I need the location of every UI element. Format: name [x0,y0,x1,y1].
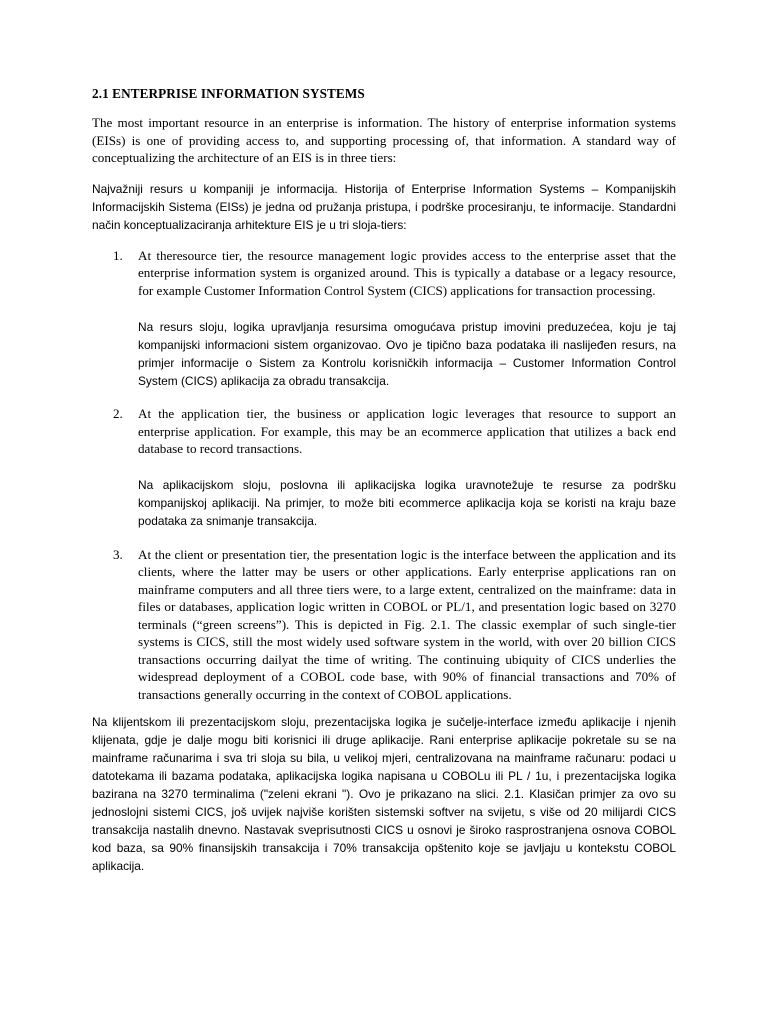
section-heading: 2.1 ENTERPRISE INFORMATION SYSTEMS [92,86,365,101]
list-item-text-bosnian: Na aplikacijskom sloju, poslovna ili aplikacijska logika uravnotežuje te resurse za podršku kompanijskoj aplikaciji. Na primjer, to može biti ecommerce aplikacija koja se koristi na kraju baze podataka za snimanje transakcija. [138,477,676,528]
list-item-application-tier [92,405,676,530]
list-item-resource-tier [92,247,676,391]
closing-paragraph-bosnian: Na klijentskom ili prezentacijskom sloju, prezentacijska logika je sučelje-interface između aplikacije i njenih klijenata, gdje je dalje mogu biti korisnici ili druge aplikacije. Rani enterprise aplikacije pokretale su se na mainframe računarima i sva tri sloja su bila, u velikoj mjeri, centralizovana na mainframe računaru: podaci u datotekama ili bazama podataka, aplikacijska logika napisana u COBOLu ili PL / 1u, i prezentacijska logika bazirana na 3270 terminalima ("zeleni ekrani "). Ovo je prikazano na slici. 2.1. Klasičan primjer za ovo su jednoslojni sistemi CICS, još uvijek najviše korišten sistemski softver na svijetu, s više od 20 milijardi CICS transakcija nastalih dnevno. Nastavak sveprisutnosti CICS u osnovi je široko rasprostranjena osnova COBOL kod baza, sa 90% finansijskih transakcija i 70% transakcija opštenito koje se javljaju u kontekstu COBOL aplikacija. [92,715,676,873]
intro-paragraph-english: The most important resource in an enterprise is information. The history of enterprise information systems (EISs) is one of providing access to, and supporting processing of, that information. A standard way of conceptualizing the architecture of an EIS is in three tiers: [92,115,676,165]
document-page [92,86,676,875]
intro-paragraph-bosnian: Najvažniji resurs u kompaniji je informacija. Historija of Enterprise Information Systems – Kompanijskih Informacijskih Sistema (EISs) je jedna od pružanja pristupa, i podrške procesiranju, te informacije. Standardni način konceptualizaciranja arhitekture EIS je u tri sloja-tiers: [92,181,676,232]
list-number: 1. [113,247,123,263]
list-item-text-english: At the application tier, the business or application logic leverages that resource to support an enterprise application. For example, this may be an ecommerce application that utilizes a back end database to record transactions. [138,406,676,456]
list-number: 2. [113,406,123,421]
list-item-presentation-tier [92,546,676,704]
list-number: 3. [113,546,123,562]
list-item-text-english: At the client or presentation tier, the presentation logic is the interface between the application and its clients, where the latter may be users or other applications. Early enterprise applications ran on mainframe computers and all three tiers were, to a large extent, centralized on the mainframe: data in files or databases, application logic written in COBOL or PL/1, and presentation logic based on 3270 terminals (“green screens”). This is depicted in Fig. 2.1. The classic exemplar of such single-tier systems is CICS, still the most widely used software system in the world, with over 20 billion CICS transactions occurring dailyat the time of writing. The continuing ubiquity of CICS underlies the widespread deployment of a COBOL code base, with 90% of financial transactions and 70% of transactions generally occurring in the context of COBOL applications. [138,546,676,702]
list-item-text-english: At theresource tier, the resource management logic provides access to the enterprise asset that the enterprise information system is organized around. This is typically a database or a legacy resource, for example Customer Information Control System (CICS) applications for transaction processing. [138,247,676,298]
list-item-text-bosnian: Na resurs sloju, logika upravljanja resursima omogućava pristup imovini preduzećea, koju je taj kompanijski informacioni sistem organizovao. Ovo je tipično baza podataka ili naslijeđen resurs, na primjer informacije o Sistem za Kontrolu korisničkih informacija – Customer Information Control System (CICS) aplikacija za obradu transakcija. [138,320,676,388]
